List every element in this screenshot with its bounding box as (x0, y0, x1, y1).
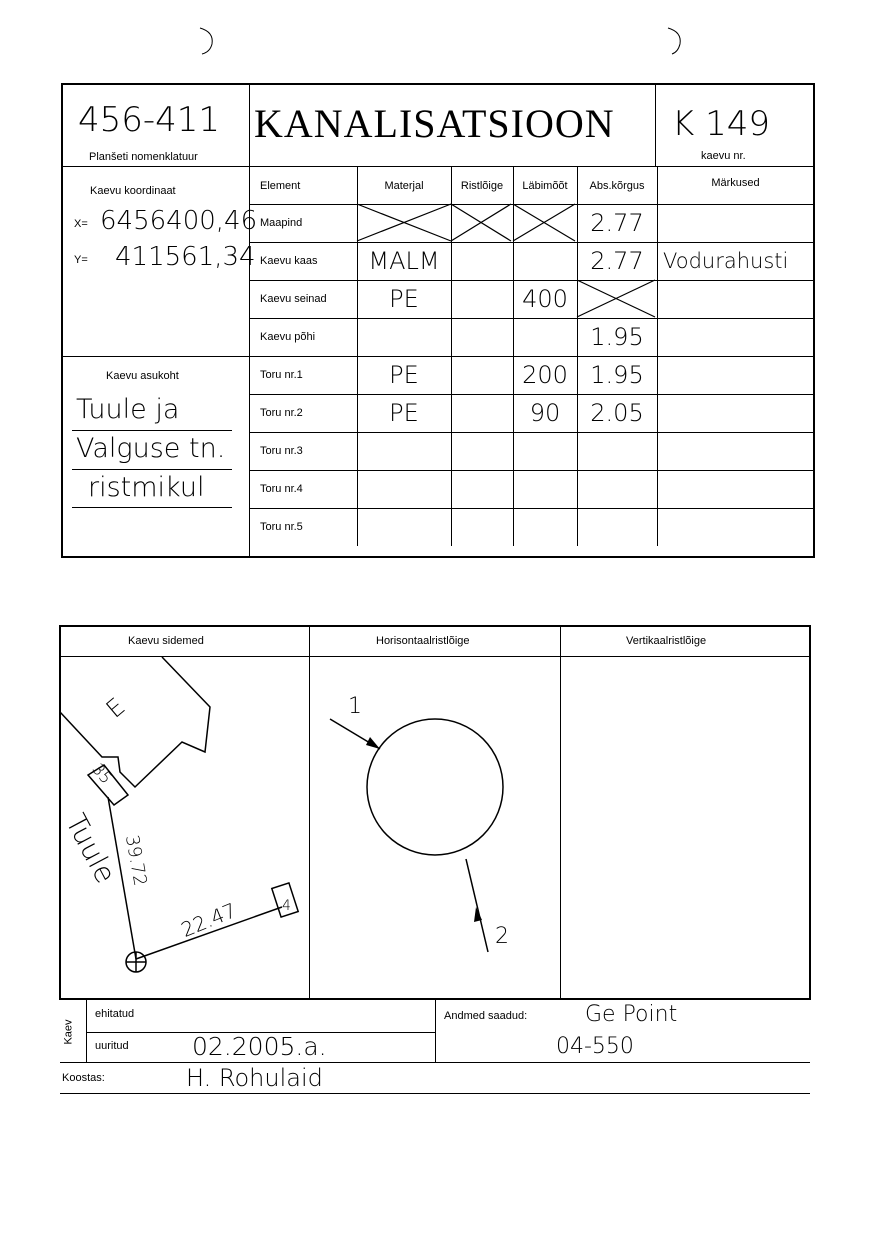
table-cell-element: Toru nr.1 (260, 369, 303, 381)
table-header-diameter: Läbimõõt (522, 179, 568, 192)
table-cell-diameter: 90 (529, 399, 561, 427)
street-name: Tuule (58, 808, 123, 889)
table-cell-diameter (513, 470, 577, 508)
y-prefix: Y= (74, 254, 88, 266)
sheet-label: Planšeti nomenklatuur (89, 151, 198, 163)
sketch-col-connections: Kaevu sidemed (128, 635, 204, 647)
table-cell-cross-section (451, 470, 513, 508)
table-cell-element: Toru nr.3 (260, 445, 303, 457)
table-cell-height: 1.95 (590, 361, 644, 389)
location-line-2: Valguse tn. (76, 433, 226, 464)
punch-hole-mark-left (198, 26, 218, 56)
building-number: 35 (88, 759, 117, 788)
table-cell-notes (657, 356, 814, 394)
table-cell-notes (657, 394, 814, 432)
data-number: 04-550 (556, 1034, 634, 1059)
table-cell-diameter (513, 318, 577, 356)
table-cell-material: PE (389, 361, 419, 389)
table-cell-height (577, 470, 657, 508)
table-cell-element: Maapind (260, 217, 303, 229)
table-cell-notes (657, 508, 814, 546)
y-coordinate: 411561,34 (115, 242, 256, 272)
table-cell-cross-section (451, 394, 513, 432)
cross-mark-maapind-diameter (513, 204, 577, 242)
cross-mark-walls-height (577, 280, 657, 318)
table-cell-material: PE (389, 399, 419, 427)
coordinates-label: Kaevu koordinaat (90, 185, 176, 197)
building2-number: 4 (282, 898, 291, 914)
location-line-1: Tuule ja (76, 394, 180, 425)
table-header-material: Materjal (384, 179, 424, 192)
table-cell-material (357, 470, 451, 508)
building-label: E (100, 692, 131, 724)
table-cell-diameter: 200 (522, 361, 568, 389)
table-cell-element: Toru nr.2 (260, 407, 303, 419)
table-cell-material (357, 508, 451, 546)
well-number: K 149 (672, 104, 770, 144)
updated-value: 02.2005.a. (192, 1032, 327, 1061)
table-cell-element: Kaevu seinad (260, 293, 327, 305)
table-cell-element: Kaevu kaas (260, 255, 318, 267)
table-cell-height: 2.05 (590, 399, 644, 427)
page-title: KANALISATSIOON (254, 101, 615, 146)
distance-2: 22.47 (177, 898, 240, 942)
punch-hole-mark-right (666, 26, 686, 56)
table-cell-notes (657, 318, 814, 356)
cross-mark-maapind-cross (451, 204, 513, 242)
table-cell-notes (657, 280, 814, 318)
table-cell-notes (657, 204, 814, 242)
sketch-col-vertical: Vertikaalristlõige (626, 635, 707, 647)
author-name: H. Rohulaid (186, 1064, 323, 1092)
table-cell-height (577, 432, 657, 470)
pipe-1-label: 1 (348, 694, 362, 719)
table-cell-diameter: 400 (522, 285, 568, 313)
table-cell-material (357, 318, 451, 356)
x-prefix: X= (74, 218, 88, 230)
table-cell-height (577, 508, 657, 546)
location-line-3: ristmikul (88, 472, 205, 503)
table-cell-height: 2.77 (590, 247, 644, 275)
table-cell-material (357, 432, 451, 470)
table-cell-cross-section (451, 432, 513, 470)
table-header-cross-section: Ristlõige (460, 179, 504, 192)
table-cell-notes: Vodurahusti (663, 249, 789, 273)
cross-mark-maapind-material (357, 204, 453, 242)
built-label: ehitatud (95, 1008, 135, 1020)
table-cell-cross-section (451, 318, 513, 356)
sheet-number: 456-411 (78, 100, 221, 140)
data-source: Ge Point (585, 1002, 678, 1027)
table-cell-notes (657, 432, 814, 470)
table-cell-height: 1.95 (590, 323, 644, 351)
table-cell-diameter (513, 242, 577, 280)
table-cell-diameter (513, 432, 577, 470)
location-label: Kaevu asukoht (106, 370, 179, 382)
table-cell-cross-section (451, 242, 513, 280)
footer-side-label: Kaev (62, 1019, 75, 1045)
table-cell-material: PE (389, 285, 419, 313)
table-cell-cross-section (451, 356, 513, 394)
sketch-col-horizontal: Horisontaalristlõige (376, 635, 470, 647)
table-cell-element: Toru nr.4 (260, 483, 303, 495)
table-cell-element: Kaevu põhi (260, 331, 316, 343)
table-header-element: Element (260, 179, 301, 192)
table-cell-cross-section (451, 508, 513, 546)
updated-label: uuritud (95, 1040, 129, 1052)
table-cell-height: 2.77 (590, 209, 644, 237)
author-label: Koostas: (62, 1072, 105, 1084)
table-cell-element: Toru nr.5 (260, 521, 303, 533)
table-cell-diameter (513, 508, 577, 546)
well-label: kaevu nr. (701, 150, 746, 162)
distance-1: 39.72 (120, 833, 151, 888)
table-cell-cross-section (451, 280, 513, 318)
table-header-notes: Märkused (711, 177, 760, 189)
table-cell-material: MALM (368, 247, 440, 275)
data-source-label: Andmed saadud: (444, 1010, 528, 1022)
x-coordinate: 6456400,46 (100, 206, 258, 236)
pipe-2-label: 2 (495, 924, 509, 949)
table-header-height: Abs.kõrgus (589, 179, 645, 192)
table-cell-notes (657, 470, 814, 508)
